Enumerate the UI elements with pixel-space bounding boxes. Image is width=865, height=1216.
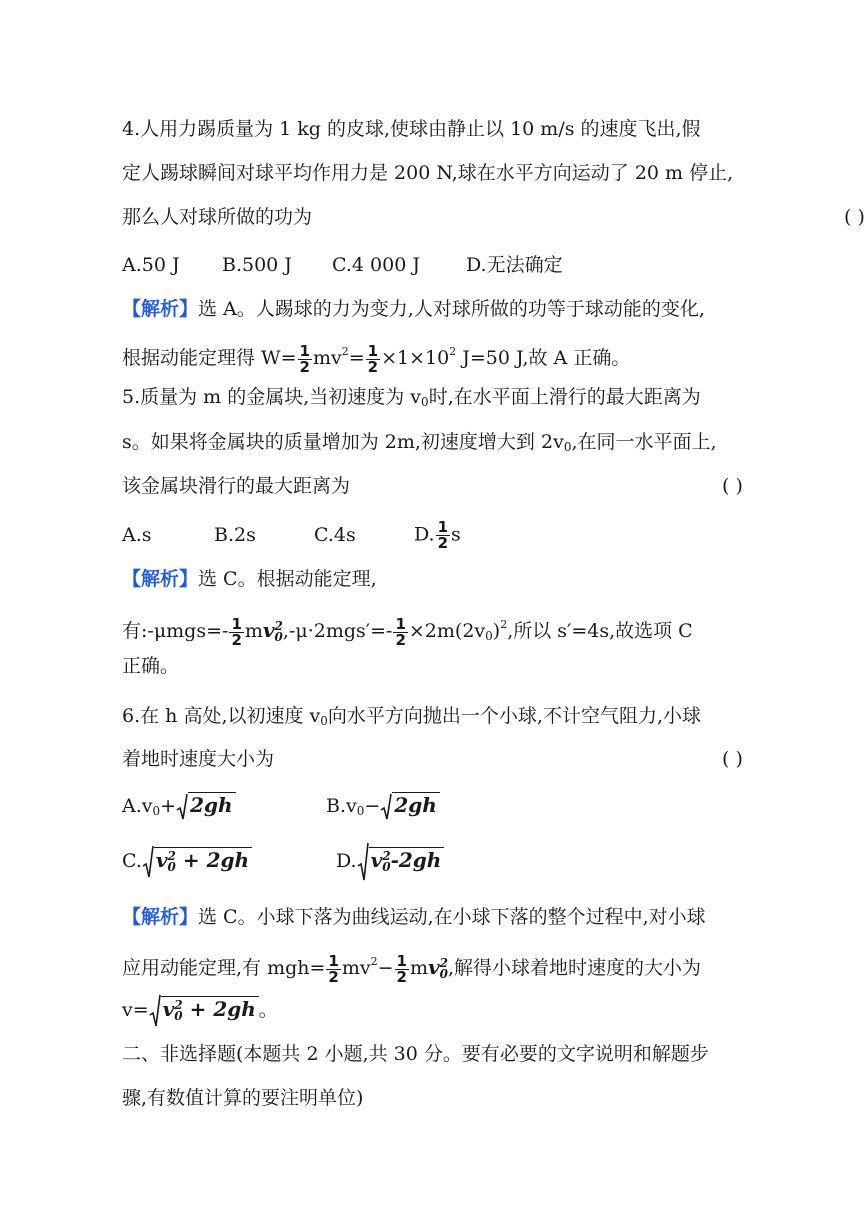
q4-stem-end: 那么人对球所做的功为 bbox=[122, 206, 313, 228]
q5-option-d-label: D. bbox=[414, 523, 435, 546]
q5-option-a: A.s bbox=[122, 523, 152, 546]
q6-option-b-label: B.v bbox=[326, 795, 357, 817]
fraction-half: $\frac{1}{2}$ bbox=[231, 614, 242, 649]
q4-answer-paren: ( ) bbox=[844, 206, 865, 228]
q6-analysis-2 bbox=[122, 949, 701, 985]
q5-option-b: B.2s bbox=[214, 523, 256, 546]
q6-analysis-1 bbox=[122, 904, 706, 930]
superscript: 2 bbox=[449, 345, 457, 358]
q6-answer-paren: ( ) bbox=[722, 748, 743, 770]
q5-text-2b: ,在同一水平面上, bbox=[571, 431, 717, 453]
q5-text-b: 时,在水平面上滑行的最大距离为 bbox=[428, 386, 701, 408]
q6-option-a-label: A.v bbox=[122, 795, 153, 817]
q5-eq-a: 有:-μmgs=- bbox=[122, 620, 229, 642]
q4-line-3 bbox=[122, 204, 865, 230]
superscript: 2 bbox=[341, 345, 349, 358]
fraction-half: $\frac{1}{2}$ bbox=[299, 341, 310, 376]
q4-option-c: C.4 000 J bbox=[332, 254, 420, 276]
fraction-half: $\frac{1}{2}$ bbox=[396, 951, 407, 986]
q5-analysis-3: 正确。 bbox=[122, 655, 180, 677]
q4-result: J=50 J,故 A 正确。 bbox=[462, 347, 631, 369]
radicand: 2gh bbox=[392, 792, 439, 817]
q4-options bbox=[122, 252, 563, 278]
q5-analysis-1 bbox=[122, 566, 377, 592]
q5-text-2a: s。如果将金属块的质量增加为 2m,初速度增大到 2v bbox=[122, 431, 564, 453]
subscript: 0 bbox=[320, 714, 328, 728]
q5-eq-f: ,所以 s′=4s,故选项 C bbox=[507, 620, 693, 642]
radicand: v 2 0 -2gh bbox=[369, 847, 445, 873]
analysis-tag: 【解析】 bbox=[122, 906, 199, 928]
q6-line-2 bbox=[122, 746, 782, 772]
superscript: 2 bbox=[370, 955, 378, 968]
q4-option-d: D.无法确定 bbox=[466, 254, 563, 276]
q4-option-a: A.50 J bbox=[122, 254, 180, 276]
q4-calc: ×1×10 bbox=[381, 347, 450, 369]
q4-mv: mv bbox=[312, 347, 342, 369]
q4-line-1: 4.人用力踢质量为 1 kg 的皮球,使球由静止以 10 m/s 的速度飞出,假 bbox=[122, 118, 701, 140]
q6-analysis-text: 选 C。小球下落为曲线运动,在小球下落的整个过程中,对小球 bbox=[198, 906, 706, 928]
fraction-half: $\frac{1}{2}$ bbox=[367, 341, 379, 376]
section2-line-2: 骤,有数值计算的要注明单位) bbox=[122, 1087, 364, 1109]
q5-eq-d: ×2m(2v bbox=[408, 620, 486, 642]
q5-stem-end: 该金属块滑行的最大距离为 bbox=[122, 475, 351, 497]
radicand: 2gh bbox=[188, 792, 235, 817]
q6-line-1 bbox=[122, 703, 701, 734]
v0-squared: v 2 0 bbox=[428, 955, 448, 981]
q6-eq-d: ,解得小球着地时速度的大小为 bbox=[448, 957, 702, 979]
q5-answer-paren: ( ) bbox=[722, 475, 743, 497]
fraction-half: $\frac{1}{2}$ bbox=[437, 518, 449, 552]
q6-options-ab bbox=[122, 792, 440, 824]
q6-option-d bbox=[336, 842, 444, 882]
subscript: 0 bbox=[152, 804, 161, 818]
q5-eq-e: ) bbox=[492, 620, 501, 642]
minus-sign: − bbox=[364, 795, 381, 817]
q6-option-c bbox=[122, 845, 336, 879]
q6-eq-mv: mv bbox=[341, 957, 371, 979]
minus-sign: − bbox=[377, 957, 394, 979]
q6-stem-end: 着地时速度大小为 bbox=[122, 748, 275, 770]
q5-eq-c: ,-μ·2mgs′=- bbox=[282, 620, 393, 642]
q5-line-3 bbox=[122, 473, 782, 499]
analysis-tag: 【解析】 bbox=[122, 298, 199, 320]
v0-squared: v 2 0 bbox=[262, 618, 283, 644]
section2-line-1: 二、非选择题(本题共 2 小题,共 30 分。要有必要的文字说明和解题步 bbox=[122, 1043, 709, 1065]
q6-option-b bbox=[326, 792, 440, 824]
q5-option-d bbox=[414, 520, 461, 551]
subscript: 0 bbox=[485, 629, 493, 643]
q6-option-c-label: C. bbox=[122, 850, 142, 872]
q5-analysis-text: 选 C。根据动能定理, bbox=[198, 568, 377, 590]
q6-eq-v: v= bbox=[122, 999, 149, 1021]
q6-eq-m: m bbox=[409, 957, 429, 979]
q6-options-cd bbox=[122, 842, 444, 882]
subscript: 0 bbox=[421, 395, 429, 409]
fraction-half: $\frac{1}{2}$ bbox=[328, 951, 339, 986]
subscript: 0 bbox=[563, 440, 572, 454]
q5-analysis-2 bbox=[122, 612, 693, 649]
q6-text-a: 6.在 h 高处,以初速度 v bbox=[122, 705, 321, 727]
q6-option-a bbox=[122, 792, 326, 824]
q6-eq-a: 应用动能定理,有 mgh= bbox=[122, 957, 326, 979]
q4-analysis-1 bbox=[122, 296, 705, 322]
q5-text: 5.质量为 m 的金属块,当初速度为 v bbox=[122, 386, 422, 408]
radicand: v 2 0 + 2gh bbox=[161, 996, 259, 1022]
q5-line-1 bbox=[122, 384, 701, 415]
sqrt-sign bbox=[149, 994, 161, 1028]
q5-option-d-s: s bbox=[451, 523, 461, 546]
q5-options bbox=[122, 520, 461, 551]
q4-analysis-w: 根据动能定理得 W= bbox=[122, 347, 297, 369]
sqrt-sign bbox=[142, 845, 154, 879]
q6-analysis-3 bbox=[122, 994, 278, 1030]
fraction-half: $\frac{1}{2}$ bbox=[395, 614, 406, 649]
q6-text-b: 向水平方向抛出一个小球,不计空气阻力,小球 bbox=[327, 705, 701, 727]
q4-analysis-2: 根据动能定理得 W= $\frac{1}{2}$ $mv^2=$ $\frac{1}{2}$ $\times 1\times 10^2$ J=50 J,故 A 正确。 bbox=[122, 341, 631, 376]
q4-analysis-text: 选 A。人踢球的力为变力,人对球所做的功等于球动能的变化, bbox=[198, 298, 705, 320]
period: 。 bbox=[258, 999, 278, 1021]
analysis-tag: 【解析】 bbox=[122, 568, 199, 590]
radicand: v 2 0 + 2gh bbox=[154, 847, 252, 873]
sqrt-sign bbox=[380, 793, 392, 821]
q4-option-b: B.500 J bbox=[222, 254, 292, 276]
q6-option-d-label: D. bbox=[336, 850, 357, 872]
subscript: 0 bbox=[356, 804, 365, 818]
superscript: 2 bbox=[500, 618, 508, 631]
sqrt-sign bbox=[357, 842, 369, 882]
q5-option-c: C.4s bbox=[314, 523, 356, 546]
plus-sign: + bbox=[160, 795, 177, 817]
q5-eq-m: m bbox=[244, 620, 263, 642]
q4-line-2: 定人踢球瞬间对球平均作用力是 200 N,球在水平方向运动了 20 m 停止, bbox=[122, 162, 734, 184]
q5-line-2 bbox=[122, 429, 717, 460]
sqrt-sign bbox=[176, 793, 188, 821]
